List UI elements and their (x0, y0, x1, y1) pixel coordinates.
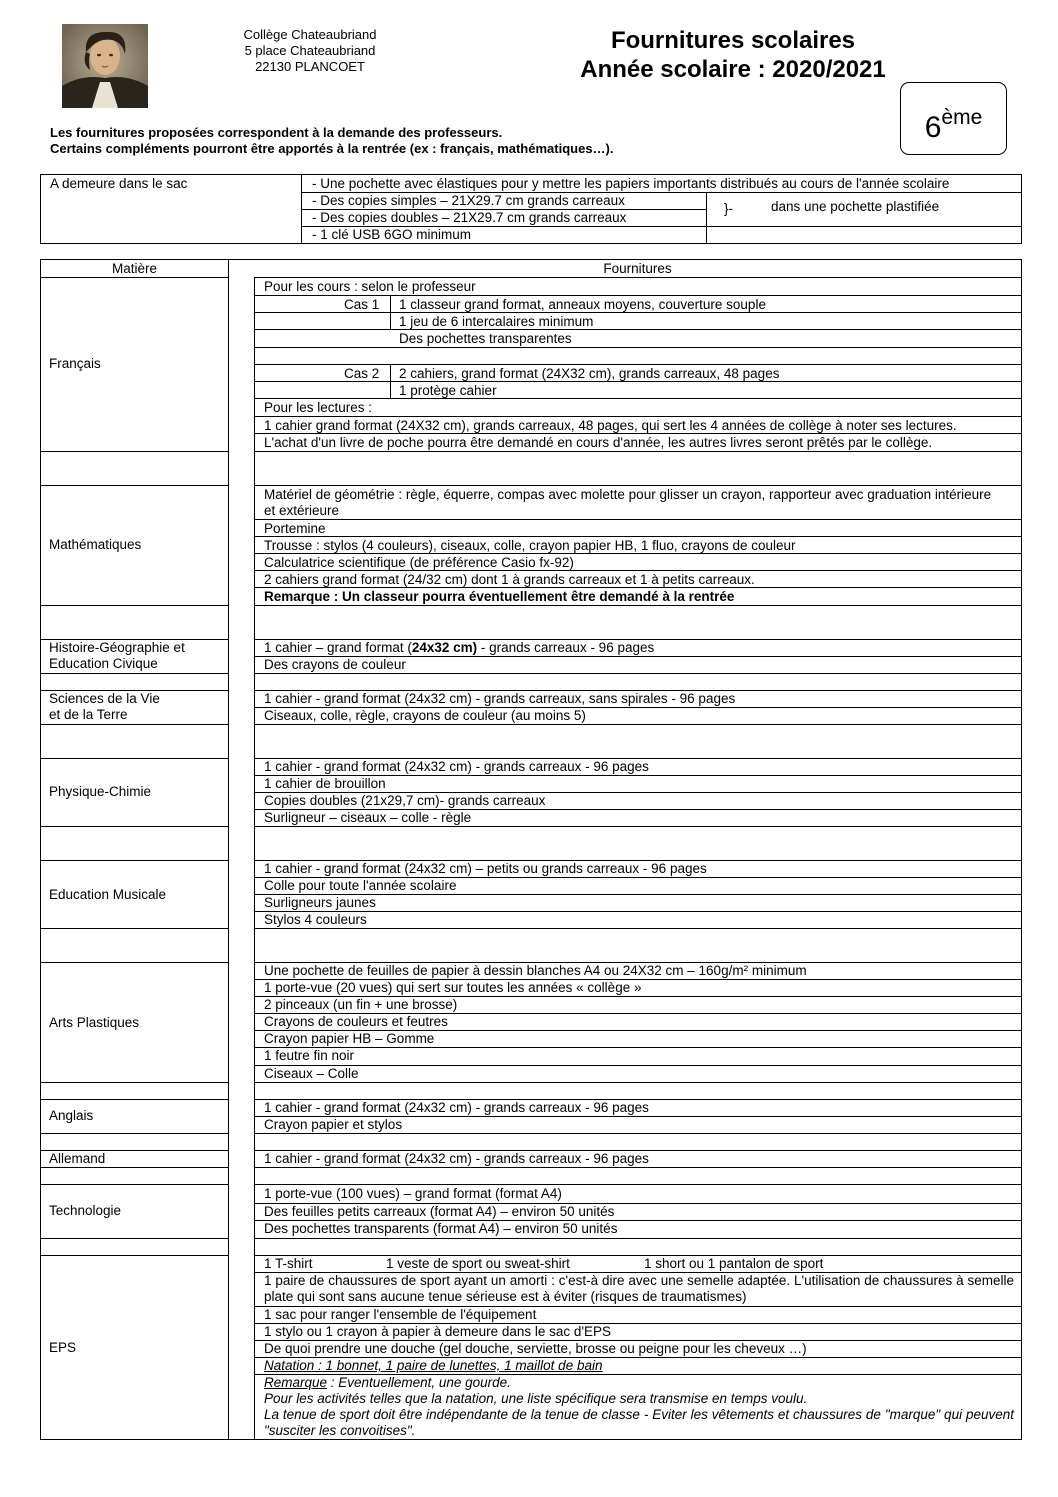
supply-item: 1 jeu de 6 intercalaires minimum (399, 314, 594, 329)
supply-item: Natation : 1 bonnet, 1 paire de lunettes, 1 maillot de bain (264, 1358, 603, 1373)
supply-remark: La tenue de sport doit être indépendante de la tenue de classe - Eviter les vêtements et chaussures de "marque" qui peuvent "susciter les convoitises". (264, 1407, 1014, 1438)
supply-item: Copies doubles (21x29,7 cm)- grands carreaux (264, 793, 546, 808)
supply-item: Une pochette de feuilles de papier à dessin blanches A4 ou 24X32 cm – 160g/m² minimum (264, 963, 807, 978)
grade-suffix: ème (941, 106, 983, 129)
divider (254, 1047, 1021, 1048)
divider (41, 1255, 228, 1256)
divider (41, 1184, 228, 1185)
supply-item: L'achat d'un livre de poche pourra être demandé en cours d'année, les autres livres seront prêtés par le collège. (264, 435, 933, 450)
subject-svt-line1: Sciences de la Vie (49, 691, 160, 706)
supply-item: Pour les cours : selon le professeur (264, 279, 476, 294)
column-header-supplies: Fournitures (603, 261, 672, 276)
case-label: Cas 2 (344, 366, 380, 381)
supply-item: 1 classeur grand format, anneaux moyens, couverture souple (399, 297, 766, 312)
divider (254, 1082, 1021, 1083)
column-header-subject: Matière (111, 261, 157, 276)
school-address (200, 27, 420, 75)
divider (254, 519, 1021, 520)
supply-item: Pour les lectures : (264, 400, 373, 415)
supplies-table (40, 259, 1022, 1440)
divider (254, 364, 1021, 365)
supply-item: Ciseaux – Colle (264, 1066, 359, 1081)
divider (254, 673, 1021, 674)
supply-item: Crayon papier HB – Gomme (264, 1031, 435, 1046)
divider (254, 826, 1021, 827)
supply-item: 1 T-shirt (264, 1256, 313, 1271)
supply-item: Des pochettes transparents (format A4) – environ 50 unités (264, 1221, 618, 1236)
divider (254, 1184, 1021, 1185)
supply-item: Surligneur – ciseaux – colle - règle (264, 810, 472, 825)
divider (41, 451, 228, 452)
supply-item: 1 cahier de brouillon (264, 776, 386, 791)
divider (41, 1238, 228, 1239)
subject-physique: Physique-Chimie (49, 784, 152, 799)
supply-item: 2 cahiers grand format (24/32 cm) dont 1 à grands carreaux et 1 à petits carreaux. (264, 572, 755, 587)
supply-item: 2 pinceaux (un fin + une brosse) (264, 997, 458, 1012)
supply-item: Colle pour toute l'année scolaire (264, 878, 457, 893)
divider (254, 1167, 1021, 1168)
subject-mathematiques: Mathématiques (49, 537, 142, 552)
bag-note: dans une pochette plastifiée (771, 199, 940, 214)
supply-item: 1 cahier - grand format (24x32 cm) – petits ou grands carreaux - 96 pages (264, 861, 707, 876)
subject-svt-line2: et de la Terre (49, 707, 128, 722)
divider (254, 347, 1021, 348)
divider (41, 860, 228, 861)
divider (254, 1133, 1021, 1134)
divider (41, 485, 228, 486)
supply-remark: Pour les activités telles que la natation, une liste spécifique sera transmise en temps voulu. (264, 1391, 808, 1406)
remark-text: : Eventuellement, une gourde. (327, 1375, 511, 1390)
divider (41, 1167, 228, 1168)
divider (41, 928, 228, 929)
supply-item: Crayon papier et stylos (264, 1117, 403, 1132)
divider (254, 277, 1021, 278)
divider (254, 1255, 1021, 1256)
supply-item: 1 porte-vue (20 vues) qui sert sur toutes les années « collège » (264, 980, 642, 995)
supply-item: 1 sac pour ranger l'ensemble de l'équipement (264, 1307, 537, 1322)
supply-item: Stylos 4 couleurs (264, 912, 367, 927)
supply-item: Ciseaux, colle, règle, crayons de couleur (au moins 5) (264, 708, 586, 723)
supply-item: Des crayons de couleur (264, 657, 406, 672)
page-title (540, 26, 926, 84)
supply-item-part: 24x32 cm) (411, 640, 478, 655)
supply-item: 1 veste de sport ou sweat-shirt (386, 1256, 570, 1271)
school-name: Collège Chateaubriand (243, 27, 377, 42)
supply-item: 1 protège cahier (399, 383, 497, 398)
subject-francais: Français (49, 356, 101, 371)
supply-item: Des pochettes transparentes (399, 331, 572, 346)
supply-item (264, 640, 654, 656)
bag-item-copies-simples: - Des copies simples – 21X29.7 cm grands carreaux (312, 193, 625, 208)
supply-item: 1 cahier - grand format (24x32 cm) - grands carreaux - 96 pages (264, 1100, 649, 1115)
supply-item: Trousse : stylos (4 couleurs), ciseaux, colle, crayon papier HB, 1 fluo, crayons de couleur (264, 538, 796, 553)
divider (41, 1082, 228, 1083)
grade-number: 6 (924, 111, 942, 144)
supply-item: De quoi prendre une douche (gel douche, serviette, brosse ou peigne pour les cheveux …) (264, 1341, 807, 1356)
supply-remark (264, 1375, 511, 1391)
divider (254, 724, 1021, 725)
divider (254, 329, 1021, 330)
divider (41, 724, 228, 725)
divider (228, 260, 229, 1439)
subject-arts: Arts Plastiques (49, 1015, 140, 1030)
subject-allemand: Allemand (49, 1151, 106, 1166)
bag-label: A demeure dans le sac (50, 176, 188, 191)
title-line-1: Fournitures scolaires (610, 27, 856, 54)
school-city: 22130 PLANCOET (255, 59, 365, 74)
subject-histoire-line2: Education Civique (49, 656, 158, 671)
supply-item: Des feuilles petits carreaux (format A4) – environ 50 unités (264, 1204, 615, 1219)
supply-remark: Remarque : Un classeur pourra éventuellement être demandé à la rentrée (264, 589, 735, 604)
supply-item: 1 cahier - grand format (24x32 cm) - grands carreaux - 96 pages (264, 1151, 649, 1166)
brace-icon: }- (724, 201, 734, 216)
grade-badge (900, 82, 1007, 155)
supply-item: 1 short ou 1 pantalon de sport (644, 1256, 824, 1271)
supply-item: 1 feutre fin noir (264, 1048, 355, 1063)
supply-item: 1 paire de chaussures de sport ayant un amorti : c'est-à dire avec une semelle adaptée. L'utilisation de chaussures à semelle plate qui sont sans aucune tenue sérieuse est à éviter (risques de traumatismes) (264, 1273, 1014, 1304)
divider (254, 485, 1021, 486)
portrait-icon (62, 24, 148, 108)
supply-item: Crayons de couleurs et feutres (264, 1014, 448, 1029)
bag-table (40, 174, 1022, 244)
supply-item: 1 porte-vue (100 vues) – grand format (format A4) (264, 1186, 562, 1201)
supply-item: Surligneurs jaunes (264, 895, 376, 910)
intro-text (50, 125, 614, 157)
case-label: Cas 1 (344, 297, 380, 312)
supply-item: Calculatrice scientifique (de préférence Casio fx-92) (264, 555, 574, 570)
divider (41, 758, 228, 759)
bag-item-usb: - 1 clé USB 6GO minimum (312, 227, 472, 242)
supply-item: Portemine (264, 521, 326, 536)
divider (41, 826, 228, 827)
supply-item: 1 cahier grand format (24X32 cm), grands carreaux, 48 pages, qui sert les 4 années de collège à noter ses lectures. (264, 418, 957, 433)
supply-item: 1 cahier - grand format (24x32 cm) - grands carreaux, sans spirales - 96 pages (264, 691, 736, 706)
divider (254, 295, 1021, 296)
school-street: 5 place Chateaubriand (244, 43, 376, 58)
supply-item-part: 1 cahier – grand format ( (264, 640, 412, 655)
divider (706, 192, 707, 243)
divider (254, 605, 1021, 606)
supply-item: 1 cahier - grand format (24x32 cm) - grands carreaux - 96 pages (264, 759, 649, 774)
supply-item: Matériel de géométrie : règle, équerre, compas avec molette pour glisser un crayon, rapporteur avec graduation intérieure et extérieure (264, 487, 992, 518)
supply-item: 1 stylo ou 1 crayon à papier à demeure dans le sac d'EPS (264, 1324, 612, 1339)
divider (254, 536, 1021, 537)
intro-line-2: Certains compléments pourront être apportés à la rentrée (ex : français, mathématiques…). (50, 141, 614, 156)
divider (254, 1238, 1021, 1239)
divider (254, 1065, 1021, 1066)
title-line-2: Année scolaire : 2020/2021 (580, 56, 886, 83)
divider (41, 673, 228, 674)
subject-eps: EPS (49, 1340, 77, 1355)
divider (254, 398, 1021, 399)
divider (254, 416, 1021, 417)
divider (41, 1133, 228, 1134)
subject-anglais: Anglais (49, 1108, 94, 1123)
subject-musique: Education Musicale (49, 887, 167, 902)
school-portrait-image (62, 24, 148, 108)
supply-item-part: - grands carreaux - 96 pages (477, 640, 655, 655)
remark-label: Remarque (264, 1375, 328, 1390)
divider (41, 277, 228, 278)
divider (254, 911, 1021, 912)
divider (41, 605, 228, 606)
subject-histoire-line1: Histoire-Géographie et (49, 640, 185, 655)
divider (41, 962, 228, 963)
divider (254, 928, 1021, 929)
divider (254, 451, 1021, 452)
bag-item-pochette: - Une pochette avec élastiques pour y mettre les papiers importants distribués au cours de l'année scolaire (312, 176, 950, 191)
supply-item: 2 cahiers, grand format (24X32 cm), grands carreaux, 48 pages (399, 366, 780, 381)
intro-line-1: Les fournitures proposées correspondent à la demande des professeurs. (50, 125, 503, 140)
divider (41, 1099, 228, 1100)
subject-technologie: Technologie (49, 1203, 122, 1218)
bag-item-copies-doubles: - Des copies doubles – 21X29.7 cm grands carreaux (312, 210, 627, 225)
